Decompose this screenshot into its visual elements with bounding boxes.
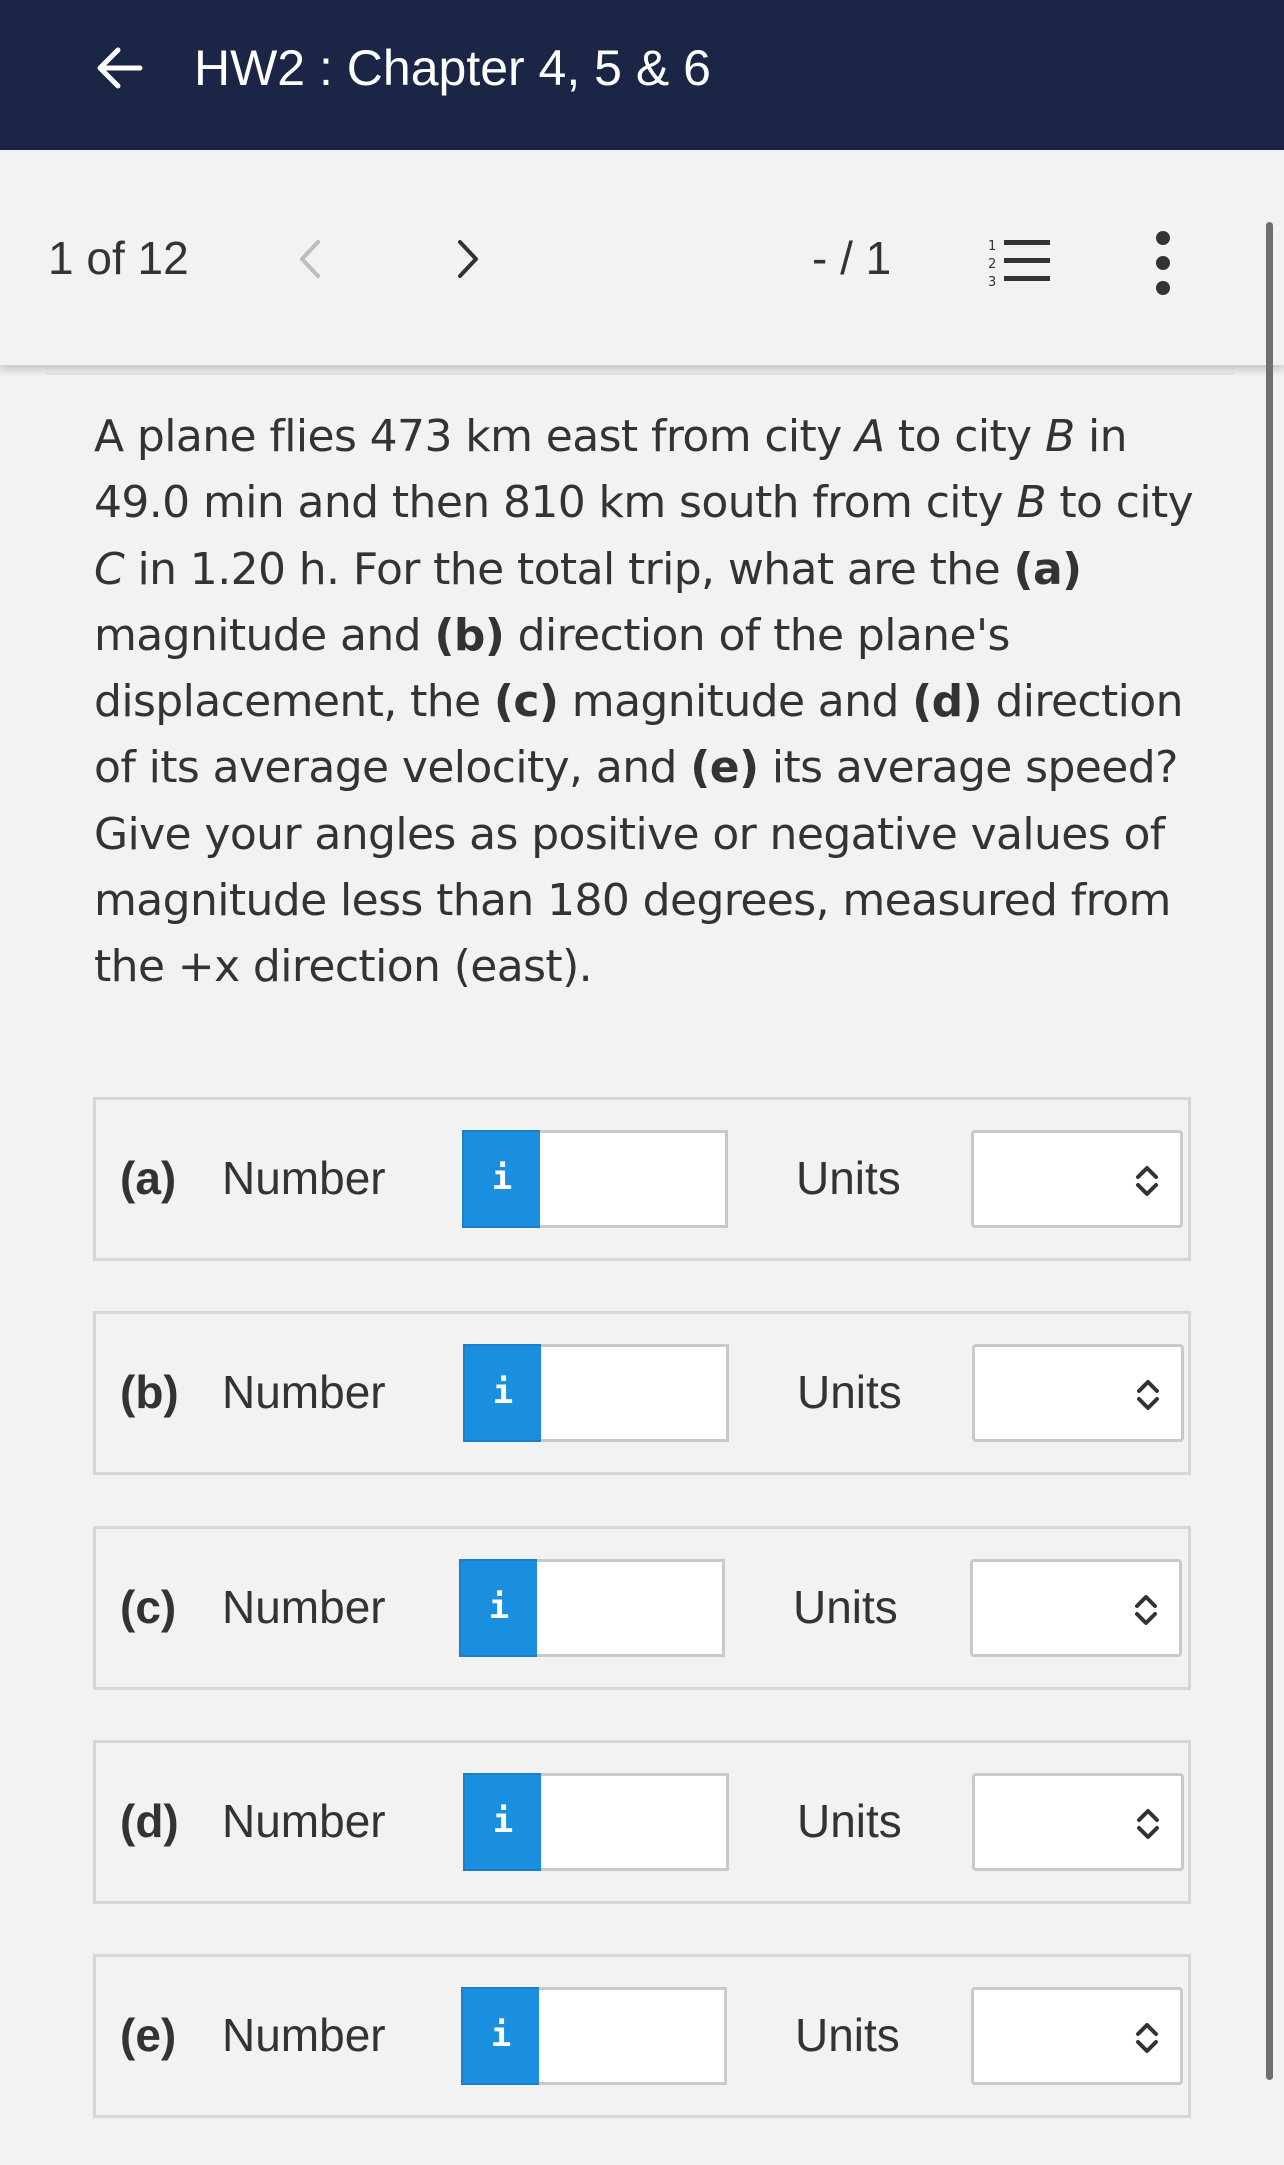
select-arrows-icon (1132, 2020, 1162, 2056)
units-label: Units (796, 1152, 901, 1204)
select-arrows-icon (1133, 1377, 1163, 1413)
more-options-icon[interactable] (1148, 228, 1178, 298)
question-text-segment: direction of its average velocity, and (94, 676, 1183, 794)
number-label: Number (222, 1366, 386, 1418)
number-label: Number (222, 1795, 386, 1847)
select-arrows-icon (1131, 1592, 1161, 1628)
back-arrow-icon[interactable] (88, 36, 152, 100)
part-label: (a) (120, 1152, 177, 1204)
part-label: (e) (120, 2009, 177, 2061)
header-bar (0, 0, 1284, 150)
city-name: B (1045, 411, 1075, 462)
info-button[interactable]: i (463, 1344, 543, 1442)
number-input[interactable] (539, 1987, 727, 2085)
question-text (94, 404, 1194, 1001)
question-text-segment: magnitude and (94, 609, 435, 661)
previous-question-icon[interactable] (290, 232, 330, 286)
units-select[interactable] (972, 1773, 1184, 1871)
answer-row (93, 1526, 1191, 1690)
units-select[interactable] (970, 1559, 1182, 1657)
part-reference: (a) (1013, 543, 1082, 595)
answer-row (93, 1311, 1191, 1475)
info-button[interactable]: i (463, 1773, 543, 1871)
scrollbar[interactable] (1266, 222, 1273, 2080)
question-text-segment: direction of the plane's displacement, the (94, 609, 1010, 728)
numbered-list-icon[interactable] (986, 234, 1052, 290)
svg-text:1: 1 (988, 239, 997, 254)
answer-row (93, 1954, 1191, 2118)
svg-text:3: 3 (988, 275, 997, 290)
units-label: Units (797, 1366, 902, 1418)
answer-row (93, 1097, 1191, 1261)
number-label: Number (222, 2009, 386, 2061)
part-reference: (c) (493, 676, 559, 728)
svg-text:2: 2 (988, 257, 997, 272)
info-button[interactable]: i (461, 1987, 541, 2085)
answer-row (93, 1740, 1191, 1904)
number-input[interactable] (541, 1344, 729, 1442)
number-label: Number (222, 1581, 386, 1633)
number-input[interactable] (540, 1130, 728, 1228)
question-nav-bar (0, 150, 1284, 365)
question-text-segment: to city (884, 411, 1045, 462)
units-label: Units (793, 1581, 898, 1633)
select-arrows-icon (1132, 1163, 1162, 1199)
units-select[interactable] (972, 1344, 1184, 1442)
part-reference: (d) (912, 676, 983, 728)
next-question-icon[interactable] (448, 232, 488, 286)
part-label: (c) (120, 1581, 177, 1633)
info-button[interactable]: i (459, 1559, 539, 1657)
question-text-segment: in 49.0 min and then 810 km south from city (94, 411, 1127, 529)
units-label: Units (795, 2009, 900, 2061)
city-name: B (1016, 477, 1046, 529)
number-input[interactable] (541, 1773, 729, 1871)
number-label: Number (222, 1152, 386, 1204)
question-text-segment: A plane flies 473 km east from city (94, 411, 856, 462)
info-button[interactable]: i (462, 1130, 542, 1228)
question-score: - / 1 (812, 232, 892, 284)
part-reference: (e) (690, 742, 759, 794)
question-text-segment: in 1.20 h. For the total trip, what are the (124, 543, 1014, 595)
units-select[interactable] (971, 1987, 1183, 2085)
number-input[interactable] (537, 1559, 725, 1657)
units-select[interactable] (971, 1130, 1183, 1228)
question-counter: 1 of 12 (48, 232, 189, 284)
assignment-title: HW2 : Chapter 4, 5 & 6 (194, 40, 711, 96)
question-text-segment: magnitude and (558, 676, 913, 728)
question-text-segment: to city (1045, 477, 1194, 529)
city-name: C (94, 543, 125, 595)
part-reference: (b) (434, 609, 505, 661)
part-label: (b) (120, 1366, 179, 1418)
city-name: A (855, 411, 885, 462)
units-label: Units (797, 1795, 902, 1847)
part-label: (d) (120, 1795, 179, 1847)
question-text-segment: its average speed? Give your angles as positive or negative values of magnitude less than 180 degrees, measured from the +x direction (east). (94, 742, 1178, 993)
select-arrows-icon (1133, 1806, 1163, 1842)
